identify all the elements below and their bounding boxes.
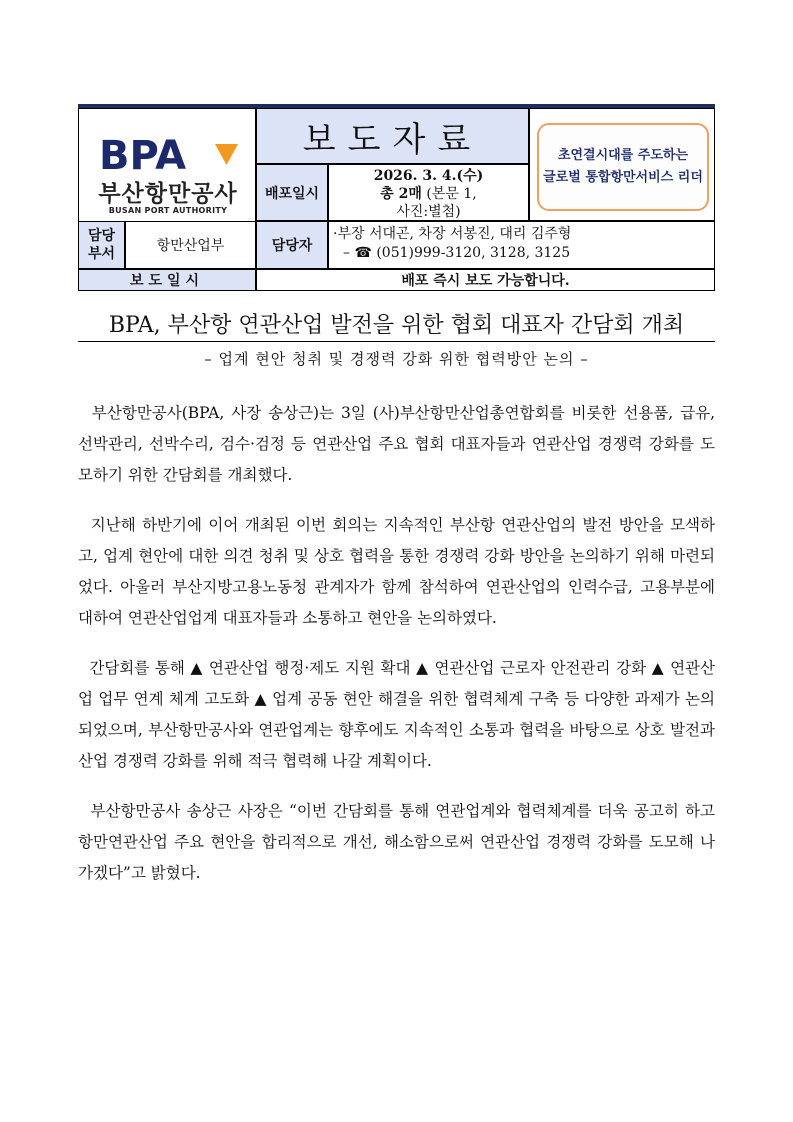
press-release-header: [78, 104, 715, 289]
manager-phone: – ☎ (051)999-3120, 3128, 3125: [343, 245, 571, 261]
slogan-box: [537, 123, 709, 211]
page-count: [329, 185, 528, 203]
paragraph-3: [78, 653, 715, 777]
headline: BPA, 부산항 연관산업 발전을 위한 협회 대표자 간담회 개최: [108, 313, 685, 338]
article-body: [78, 398, 715, 908]
slogan-cell: [529, 108, 715, 221]
release-date: 2026. 3. 4.(수): [373, 168, 484, 184]
release-label: 배포일시: [256, 164, 328, 221]
manager-label: 담당자: [256, 221, 328, 269]
dept-label: [78, 221, 125, 269]
document-title: 보도자료: [302, 119, 483, 160]
paragraph-4: [78, 796, 715, 889]
report-time-value: 배포 즉시 보도 가능합니다.: [256, 269, 715, 291]
logo-mark-text: BPA: [99, 135, 187, 175]
logo-english-name: BUSAN PORT AUTHORITY: [108, 206, 228, 215]
dept-value: 항만산업부: [125, 221, 256, 269]
manager-names: ·부장 서대곤, 차장 서봉진, 대리 김주형: [333, 226, 572, 242]
report-time-label: 보도일시: [78, 269, 256, 291]
paragraph-4-text: 부산항만공사 송상근 사장은 “이번 간담회를 통해 연관업계와 협력체계를 더욱 공고히 하고 항만연관산업 주요 현안을 합리적으로 개선, 해소함으로써 연관산업 경쟁력 강화를 도모해 나가겠다”고 밝혔다.: [78, 802, 715, 882]
logo-korean-name: 부산항만공사: [98, 181, 238, 207]
dept-label-line-1: 담당: [87, 228, 116, 244]
title-cell: [256, 108, 529, 164]
subheadline: – 업계 현안 청취 및 경쟁력 강화 위한 협력방안 논의 –: [204, 350, 589, 368]
page-count-total: 총 2매: [380, 186, 422, 202]
paragraph-1-text: 부산항만공사(BPA, 사장 송상근)는 3일 (사)부산항만산업총연합회를 비롯한 선용품, 급유, 선박관리, 선박수리, 검수·검정 등 연관산업 주요 협회 대표자들과 연관산업 경쟁력 강화를 도모하기 위한 간담회를 개최했다.: [78, 404, 715, 484]
paragraph-2-text: 지난해 하반기에 이어 개최된 이번 회의는 지속적인 부산항 연관산업의 발전 방안을 모색하고, 업계 현안에 대한 의견 청취 및 상호 협력을 통한 경쟁력 강화 방안을 논의하기 위해 마련되었다. 아울러 부산지방고용노동청 관계자가 함께 참석하여 연관산업의 인력수급, 고용부분에 대하여 연관산업업계 대표자들과 소통하고 현안을 논의하였다.: [78, 516, 716, 627]
bpa-logo: [99, 135, 239, 175]
page-count-detail: (본문 1,: [426, 186, 477, 202]
paragraph-1: [78, 398, 715, 491]
headline-divider: [78, 341, 715, 342]
slogan-line-2: 글로벌 통합항만서비스 리더: [543, 170, 703, 185]
dept-label-line-2: 부서: [87, 246, 116, 262]
paragraph-3-text: 간담회를 통해 ▲ 연관산업 행정·제도 지원 확대 ▲ 연관산업 근로자 안전관리 강화 ▲ 연관산업 업무 연계 체계 고도화 ▲ 업계 공동 현안 해결을 위한 협력체계 구축 등 다양한 과제가 논의되었으며, 부산항만공사와 연관업계는 향후에도 지속적인 소통과 협력을 바탕으로 상호 발전과 산업 경쟁력 강화를 위해 적극 협력해 나갈 계획이다.: [78, 659, 715, 770]
release-info: [328, 164, 529, 221]
slogan-line-1: 초연결시대를 주도하는: [557, 148, 689, 163]
paragraph-2: [78, 510, 715, 634]
page-count-detail-2: 사진:별첨): [396, 204, 461, 220]
manager-info: [328, 221, 715, 269]
logo-triangle-icon: [215, 144, 238, 165]
